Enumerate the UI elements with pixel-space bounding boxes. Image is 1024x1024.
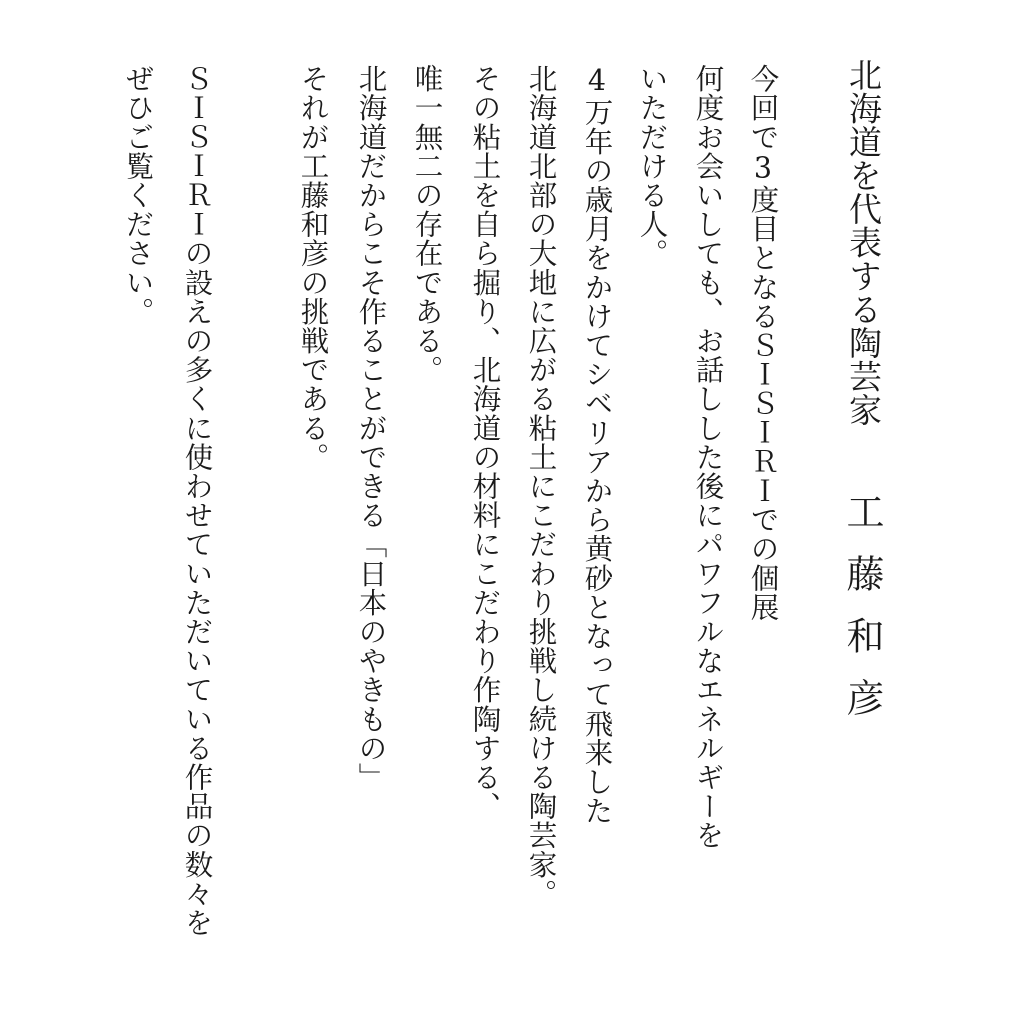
body-line: 今回で3度目となるＳＩＳＩＲＩでの個展 xyxy=(746,64,780,622)
body-line: 北海道だからこそ作ることができる「日本のやきもの」 xyxy=(354,64,388,792)
body-line: ぜひご覧ください。 xyxy=(121,64,155,326)
body-line: 何度お会いしても、お話しした後にパワフルなエネルギーを xyxy=(691,64,725,850)
body-line: 唯一無二の存在である。 xyxy=(410,64,444,385)
author-name: 工藤和彦 xyxy=(840,492,884,740)
body-line: いただける人。 xyxy=(635,64,669,268)
body-line: 4万年の歳月をかけてシベリアから黄砂となって飛来した xyxy=(580,64,614,826)
body-line: 北海道北部の大地に広がる粘土にこだわり挑戦し続ける陶芸家。 xyxy=(524,64,558,908)
body-line: それが工藤和彦の挑戦である。 xyxy=(296,64,330,472)
body-line: その粘土を自ら掘り、北海道の材料にこだわり作陶する、 xyxy=(468,64,502,821)
body-line: ＳＩＳＩＲＩの設えの多くに使わせていただいている作品の数々を xyxy=(180,64,214,937)
document-title: 北海道を代表する陶芸家 xyxy=(844,58,883,427)
